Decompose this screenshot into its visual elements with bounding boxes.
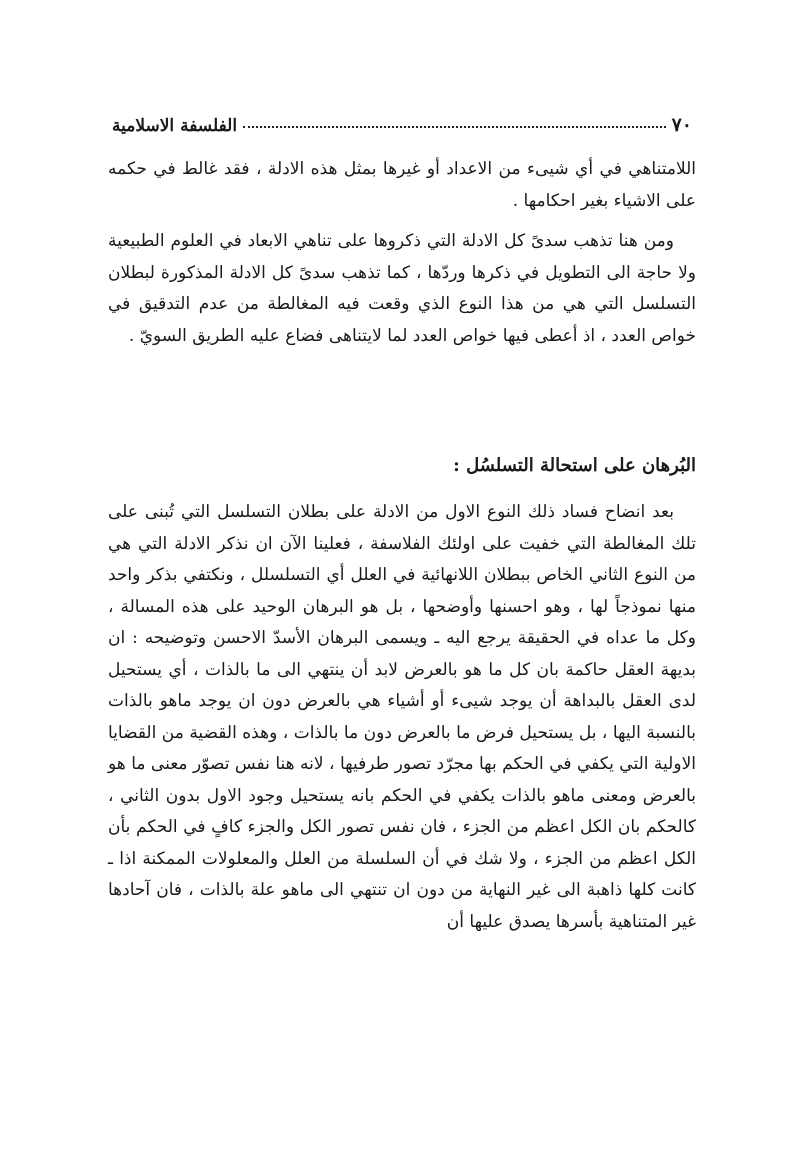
section-paragraph: بعد انضاح فساد ذلك النوع الاول من الادلة على بطلان التسلسل التي تُبنى على تلك المغالطة التي خفيت على اولئك الفلاسفة ، فعلينا الآن ان نذكر الادلة التي هي من النوع الثاني الخاص ببطلان اللانهائية في العلل أي التسلسلل ، ونكتفي بذكر واحد منها نموذجاً لها ، وهو احسنها وأوضحها ، بل هو البرهان الوحيد على هذه المسالة ، وكل ما عداه في الحقيقة يرجع اليه ـ ويسمى البرهان الأسدّ الاحسن وتوضيحه : ان بديهة العقل حاكمة بان كل ما هو بالعرض لابد أن ينتهي الى ما بالذات ، أي يستحيل لدى العقل بالبداهة أن يوجد شيىء أو أشياء هي بالعرض دون ان يوجد ماهو بالذات بالنسبة اليها ، بل يستحيل فرض ما بالعرض دون ما بالذات ، وهذه القضية من القضايا الاولية التي يكفي في الحكم بها مجرّد تصور طرفيها ، لانه هنا نفس تصوّر معنى ما هو بالعرض ومعنى ماهو بالذات يكفي في الحكم بانه يستحيل وجود الاول بدون الثاني ، كالحكم بان الكل اعظم من الجزء ، فان نفس تصور الكل والجزء كافٍ في الحكم بأن الكل اعظم من الجزء ، ولا شك في أن السلسلة من العلل والمعلولات الممكنة اذا ـ كانت كلها ذاهبة الى غير النهاية من دون ان تنتهي الى ماهو علة بالذات ، فان آحادها غير المتناهية بأسرها يصدق عليها أن: [108, 502, 696, 932]
page-header: [112, 100, 692, 136]
section-heading: البُرهان على استحالة التسلسُل :: [453, 455, 696, 476]
paragraph-1: اللامتناهي في أي شيىء من الاعداد أو غيرها بمثل هذه الادلة ، فقد غالط في حكمه على الاشياء بغير احكامها .: [108, 159, 696, 211]
header-dotted-leader: [243, 126, 665, 128]
page-number: ٧٠: [671, 114, 692, 136]
running-title: الفلسفة الاسلامية: [112, 116, 238, 136]
paragraph-2: ومن هنا تذهب سدىً كل الادلة التي ذكروها على تناهي الابعاد في العلوم الطبيعية ولا حاجة الى التطويل في ذكرها وردّها ، كما تذهب سدىً كل الادلة المذكورة لبطلان التسلسل التي هي من هذا النوع الذي وقعت فيه المغالطة من عدم التدقيق في خواص العدد ، اذ أعطى فيها خواص العدد لما لايتناهى فضاع عليه الطريق السويّ .: [108, 231, 696, 346]
